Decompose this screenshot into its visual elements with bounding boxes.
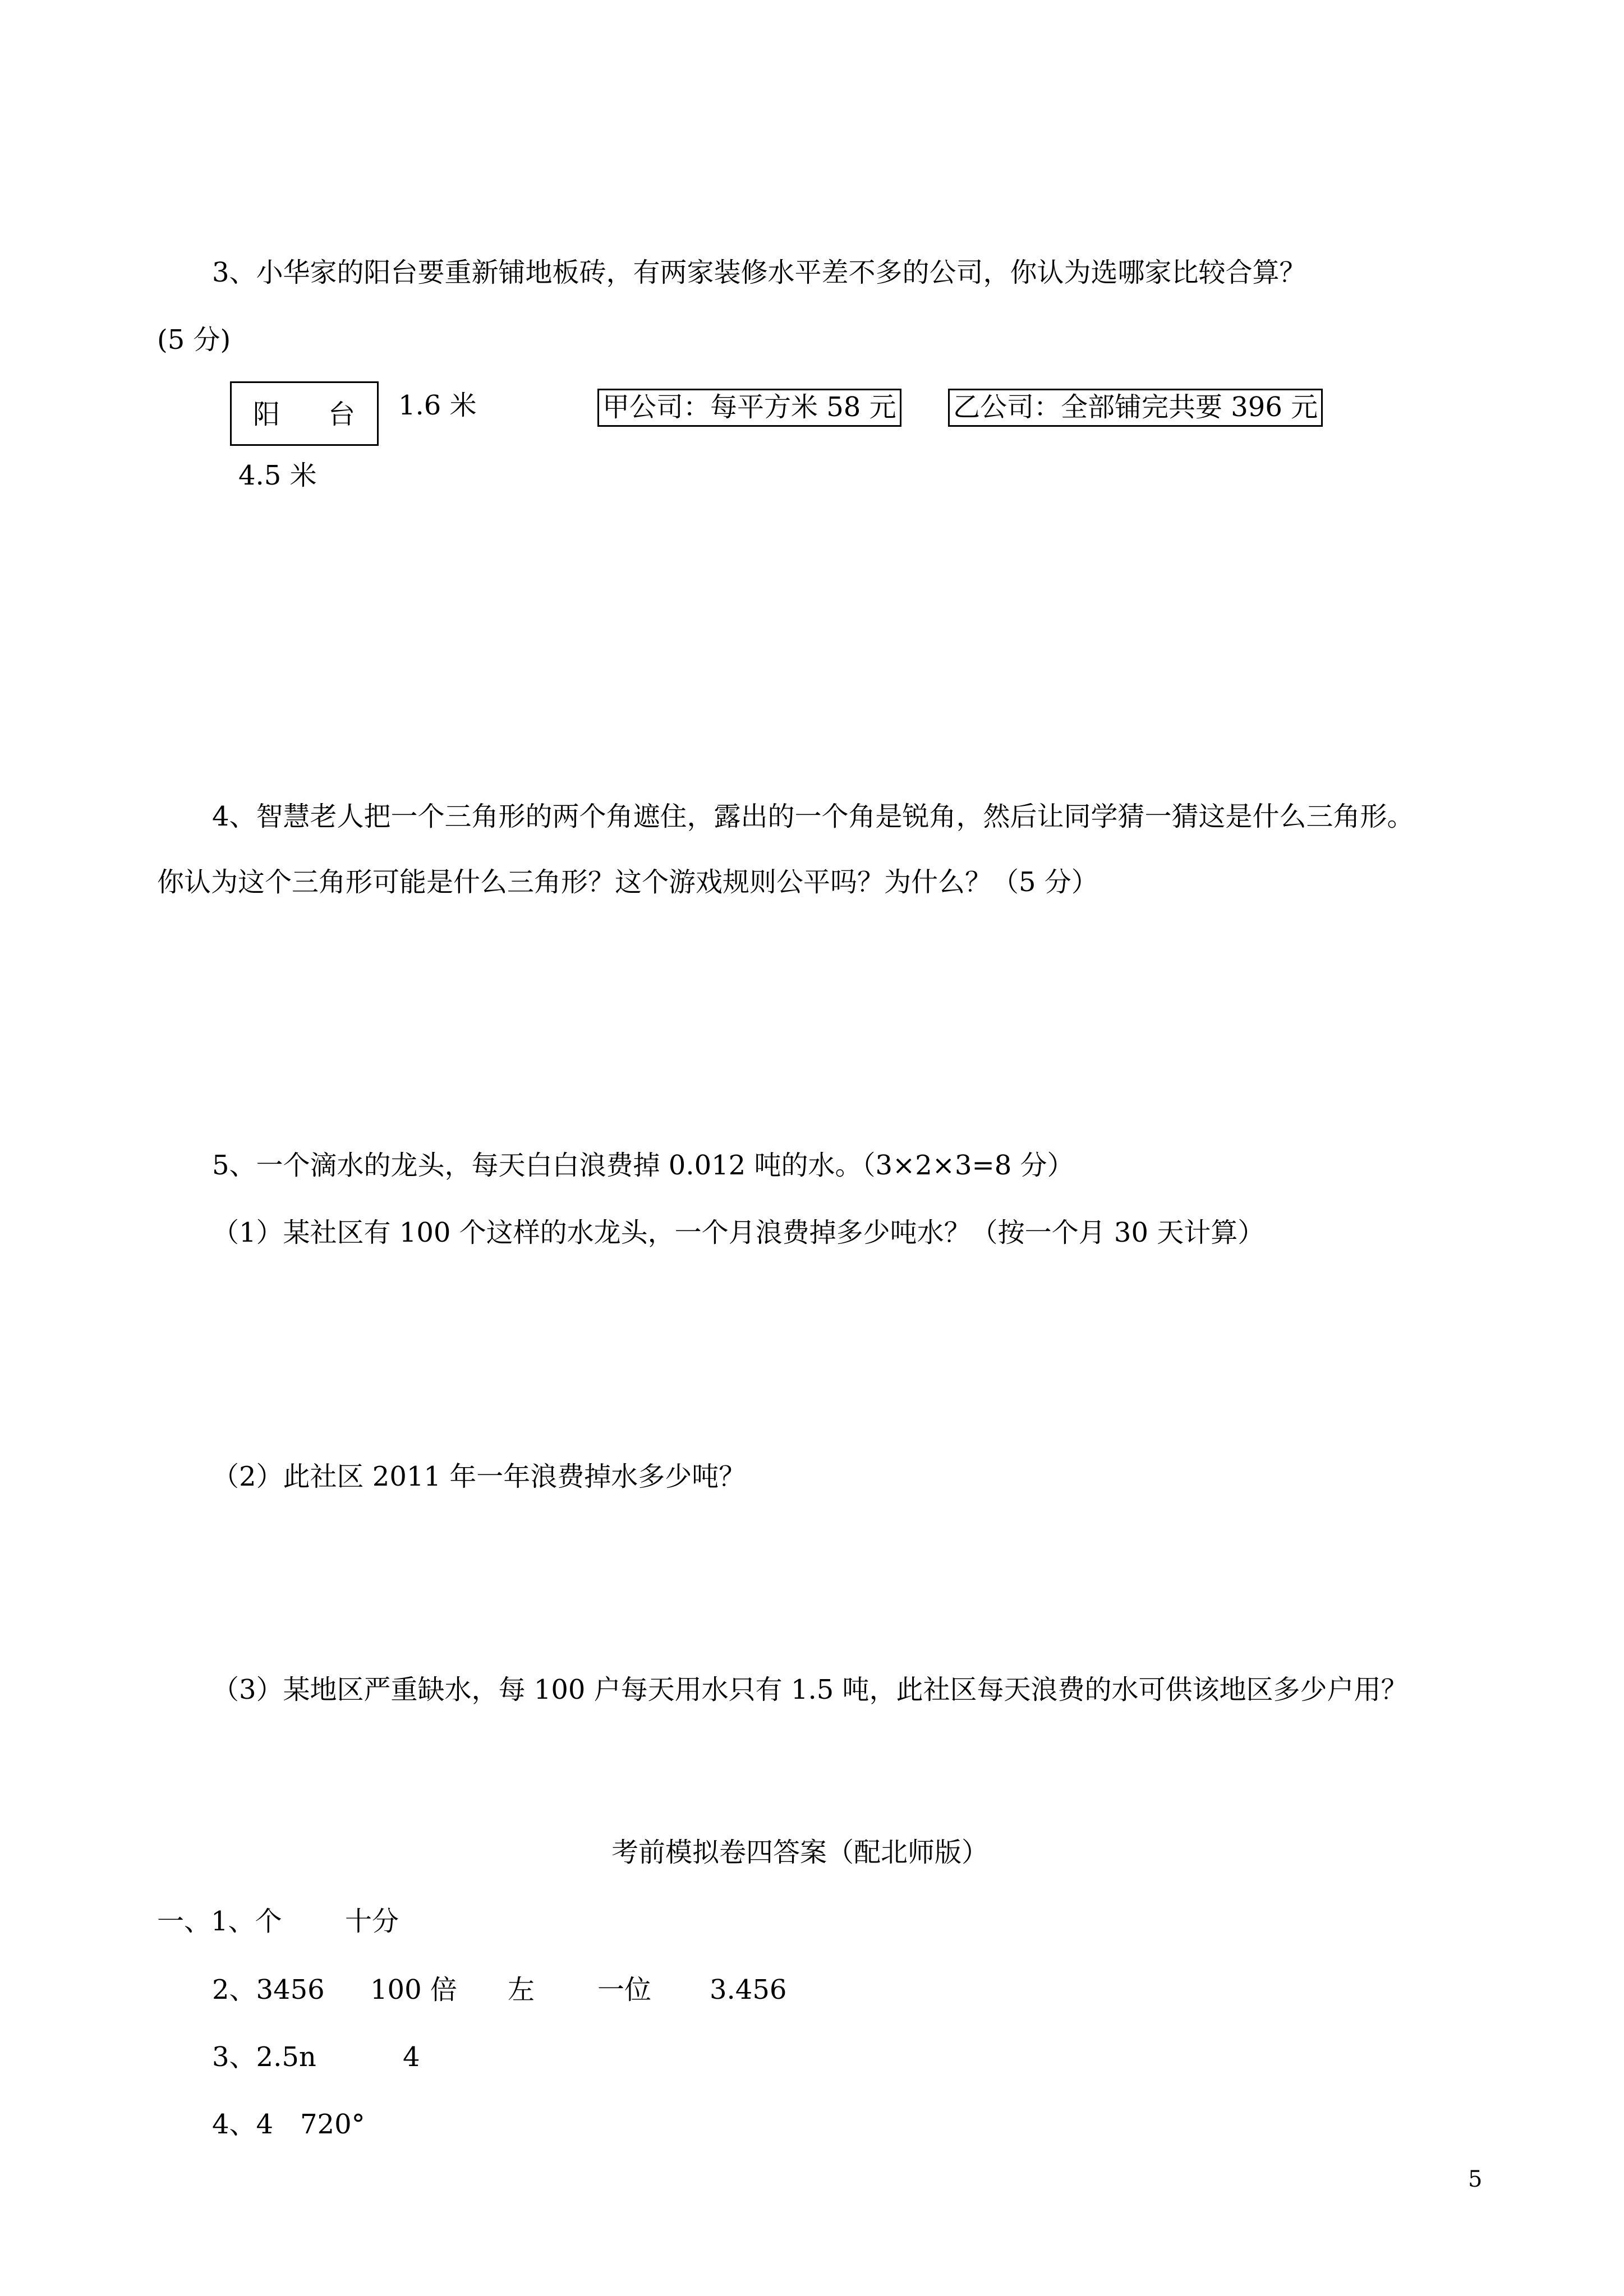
q5-sub2: （2）此社区 2011 年一年浪费掉水多少吨？	[212, 1461, 746, 1492]
company-a-box: 甲公司：每平方米 58 元	[597, 389, 901, 427]
answer-1-b: 十分	[345, 1906, 399, 1937]
page-number: 5	[1468, 2166, 1483, 2192]
q5-sub1: （1）某社区有 100 个这样的水龙头，一个月浪费掉多少吨水？（按一个月 30 天计算）	[212, 1217, 1265, 1248]
balcony-char-2: 台	[328, 399, 356, 430]
balcony-length-label: 4.5 米	[238, 460, 317, 491]
answer-3-b: 4	[403, 2041, 420, 2073]
answer-2-label: 2、3456	[212, 1974, 325, 2005]
answers-title: 考前模拟卷四答案（配北师版）	[611, 1837, 989, 1868]
answer-4-b: 720°	[300, 2109, 365, 2140]
answer-1-label: 一、1、个	[157, 1906, 282, 1937]
answer-4-label: 4、4	[212, 2109, 274, 2140]
q5-sub3: （3）某地区严重缺水，每 100 户每天用水只有 1.5 吨，此社区每天浪费的水可供该地区多少户用？	[212, 1674, 1408, 1705]
answer-2-b: 100 倍	[370, 1974, 457, 2005]
company-b-box: 乙公司：全部铺完共要 396 元	[948, 389, 1323, 427]
q3-line1: 3、小华家的阳台要重新铺地板砖，有两家装修水平差不多的公司，你认为选哪家比较合算？	[212, 257, 1306, 288]
answer-2-c: 左	[508, 1974, 535, 2005]
q4-line2: 你认为这个三角形可能是什么三角形？这个游戏规则公平吗？为什么？（5 分）	[157, 866, 1098, 898]
balcony-char-1: 阳	[253, 399, 280, 430]
balcony-diagram	[230, 381, 379, 446]
q5-stem: 5、一个滴水的龙头，每天白白浪费掉 0.012 吨的水。（3×2×3=8 分）	[212, 1150, 1074, 1181]
balcony-width-label: 1.6 米	[398, 390, 477, 421]
q3-line2: (5 分)	[157, 324, 231, 356]
answer-3-label: 3、2.5n	[212, 2041, 316, 2073]
answer-2-e: 3.456	[710, 1974, 787, 2005]
q4-line1: 4、智慧老人把一个三角形的两个角遮住，露出的一个角是锐角，然后让同学猜一猜这是什么三角形。	[212, 801, 1414, 832]
answer-2-d: 一位	[597, 1974, 652, 2005]
